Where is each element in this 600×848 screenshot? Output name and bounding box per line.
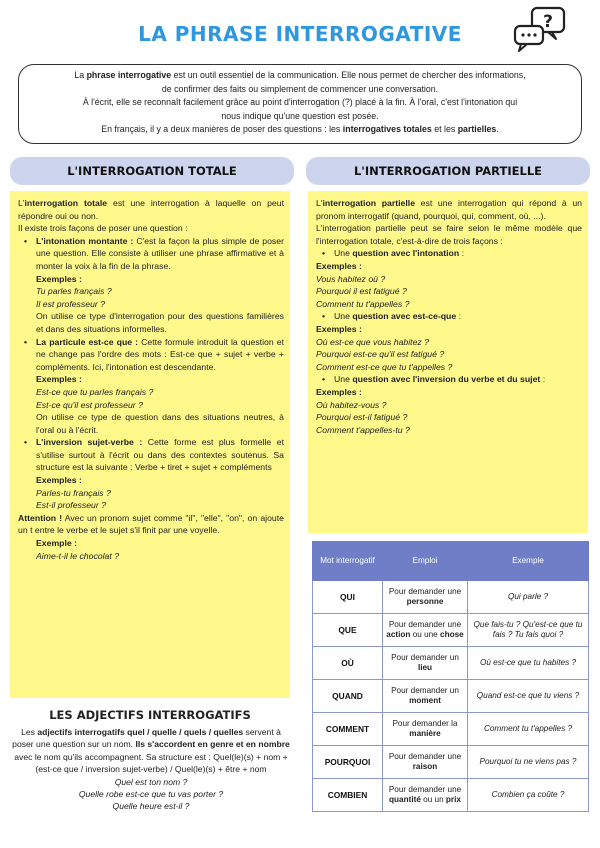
adjectives-title: LES ADJECTIFS INTERROGATIFS <box>49 708 251 722</box>
table-header: Emploi <box>383 542 468 581</box>
bullet-est-ce-que: • La particule est-ce que : Cette formule introduit la question et ne change pas l'ordre des mots : Est-ce que + sujet + verbe + compléments. Ici, l'intonation est descendante. <box>18 336 284 374</box>
example-cell: Quand est-ce que tu viens ? <box>468 680 589 713</box>
bullet-intonation: • L'intonation montante : C'est la façon la plus simple de poser une question. Elle consiste à utiliser une phrase affirmative et à monter la voix à la fin de la phrase. <box>18 235 284 273</box>
example-cell: Comment tu t'appelles ? <box>468 713 589 746</box>
table-row <box>313 779 589 812</box>
adjectives-text: Les adjectifs interrogatifs quel / quelle / quels / quelles servent à poser une question sur un nom. Ils s'accordent en genre et en nombre avec le nom qu'ils accompagnent. Sa structure est : Quel(le)(s) + nom + (est-ce que / inversion sujet-verbe) / Quel(le)(s) + être + nom Quel est ton nom ? Quelle robe est-ce que tu vas porter ? Quelle heure est-il ? <box>12 727 290 812</box>
table-row <box>313 713 589 746</box>
section-header-total: L'INTERROGATION TOTALE <box>10 157 294 185</box>
interrogative-word: POURQUOI <box>313 746 383 779</box>
example-cell: Où est-ce que tu habites ? <box>468 647 589 680</box>
interrogative-word: QUAND <box>313 680 383 713</box>
chat-bubbles-question-icon <box>512 6 568 54</box>
section-header-partial: L'INTERROGATION PARTIELLE <box>306 157 590 185</box>
table-row <box>313 647 589 680</box>
interrogative-word: QUE <box>313 614 383 647</box>
example-cell: Que fais-tu ? Qu'est-ce que tu fais ? Tu fais quoi ? <box>468 614 589 647</box>
table-header: Exemple <box>468 542 589 581</box>
usage-cell: Pour demander une action ou une chose <box>383 614 468 647</box>
interrogative-word: COMMENT <box>313 713 383 746</box>
usage-cell: Pour demander la manière <box>383 713 468 746</box>
usage-cell: Pour demander un lieu <box>383 647 468 680</box>
svg-text:?: ? <box>543 12 553 32</box>
usage-cell: Pour demander une raison <box>383 746 468 779</box>
usage-cell: Pour demander une quantité ou un prix <box>383 779 468 812</box>
usage-cell: Pour demander un moment <box>383 680 468 713</box>
table-row <box>313 614 589 647</box>
example-cell: Qui parle ? <box>468 581 589 614</box>
table-row <box>313 746 589 779</box>
interrogative-word: QUI <box>313 581 383 614</box>
table-header: Mot interrogatif <box>313 542 383 581</box>
partial-interrogation-box: L'interrogation partielle est une interrogation qui répond à un pronom interrogatif (quand, pourquoi, qui, comment, où, ...). L'interrogation partielle peut se faire selon le même modèle que l'interrogation totale, c'est-à-dire de trois façons : • Une question avec l'intonation : Exemples : Vous habitez où ? Pourquoi il est fatigué ? Comment tu t'appelles ? • Une question avec est-ce-que : Exemples : Où est-ce que vous habitez ? Pourquoi est-ce qu'il est fatigué ? Comment est-ce que tu t'appelles ? • Une question avec l'inversion du verbe et du sujet : Exemples : Où habitez-vous ? Pourquoi est-il fatigué ? Comment t'appelles-tu ? <box>308 191 588 533</box>
interrogative-word: COMBIEN <box>313 779 383 812</box>
interrogative-words-table <box>312 541 589 812</box>
intro-box: La phrase interrogative est un outil essentiel de la communication. Elle nous permet de chercher des informations, de confirmer des faits ou simplement de commencer une conversation. À l'écrit, elle se reconnaît facilement grâce au point d'interrogation (?) placé à la fin. À l'oral, c'est l'intonation qui nous indique qu'une question est posée. En français, il y a deux manières de poser des questions : les interrogatives totales et les partielles. <box>18 64 582 144</box>
table-row <box>313 680 589 713</box>
interrogative-word: OÙ <box>313 647 383 680</box>
example-cell: Combien ça coûte ? <box>468 779 589 812</box>
page-title: LA PHRASE INTERROGATIVE <box>138 22 462 46</box>
table-row <box>313 581 589 614</box>
bullet-inversion: • L'inversion sujet-verbe : Cette forme est plus formelle et s'utilise surtout à l'écrit ou dans des contextes soutenus. Sa structure est la suivante : Verbe + tiret + sujet + compléments <box>18 436 284 474</box>
usage-cell: Pour demander une personne <box>383 581 468 614</box>
total-interrogation-box: L'interrogation totale est une interrogation à laquelle on peut répondre oui ou non. Il existe trois façons de poser une question : • L'intonation montante : C'est la façon la plus simple de poser une question. Elle consiste à utiliser une phrase affirmative et à monter la voix à la fin de la phrase. Exemples : Tu parles français ? Il est professeur ? On utilise ce type d'interrogation pour des questions familières et dans des situations informelles. • La particule est-ce que : Cette formule introduit la question et ne change pas l'ordre des mots : Est-ce que + sujet + verbe + compléments. Ici, l'intonation est descendante. Exemples : Est-ce que tu parles français ? Est-ce qu'il est professeur ? On utilise ce type de question dans des situations neutres, à l'oral ou à l'écrit. • L'inversion sujet-verbe : Cette forme est plus formelle et s'utilise surtout à l'écrit ou dans des contextes soutenus. Sa structure est la suivante : Verbe + tiret + sujet + compléments Exemples : Parles-tu français ? Est-il professeur ? Attention ! Avec un pronom sujet comme "il", "elle", "on", on ajoute un t entre le verbe et le sujet s'il finit par une voyelle. Exemple : Aime-t-il le chocolat ? <box>10 191 290 698</box>
example-cell: Pourquoi tu ne viens pas ? <box>468 746 589 779</box>
attention-note: Attention ! Avec un pronom sujet comme "il", "elle", "on", on ajoute un t entre le verbe et le sujet s'il finit par une voyelle. <box>18 512 284 536</box>
